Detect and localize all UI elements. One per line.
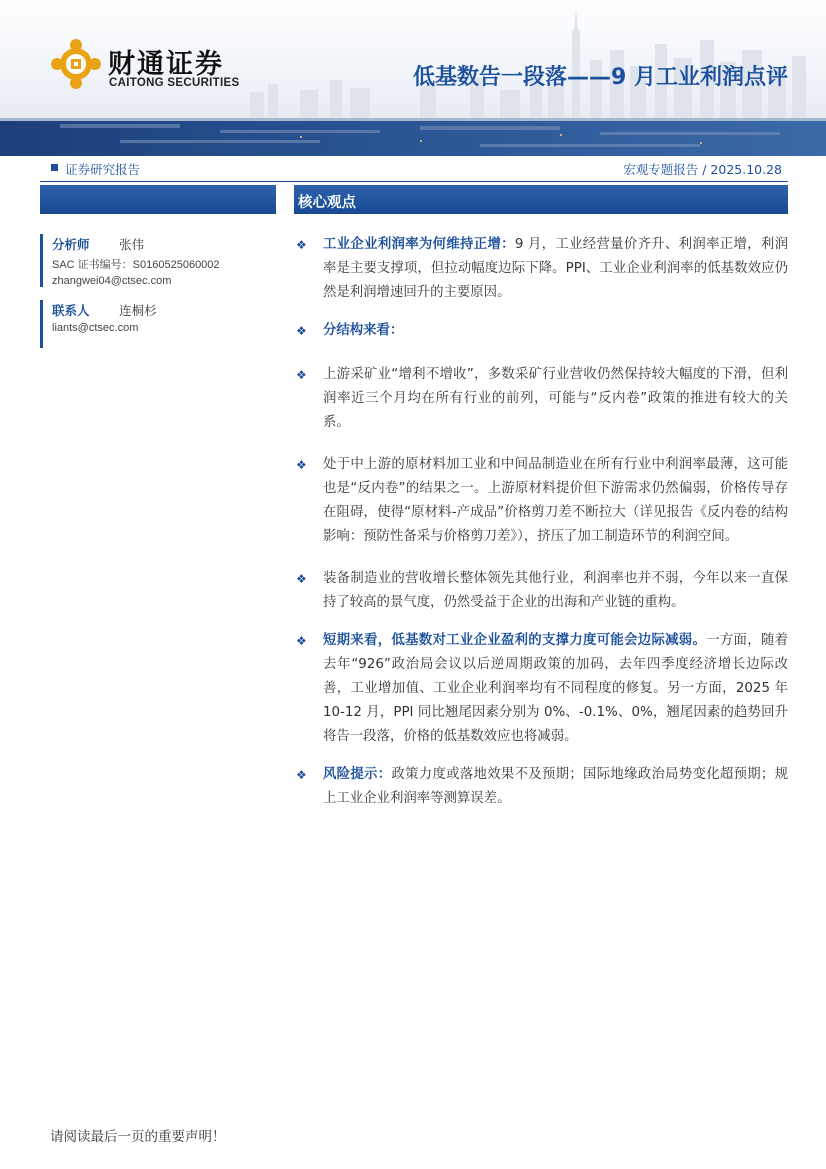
diamond-bullet-icon: ❖ [296, 572, 307, 586]
bullet-item [294, 567, 788, 615]
diamond-bullet-icon: ❖ [296, 324, 307, 338]
bullet-item [294, 363, 788, 435]
bullet-item [294, 453, 788, 549]
bullet-text: 上游采矿业“增利不增收”，多数采矿行业营收仍然保持较大幅度的下滑，但利润率近三个月均在所有行业的前列，可能与“反内卷”政策的推进有较大的关系。 [323, 367, 788, 430]
square-bullet-icon [51, 164, 58, 171]
report-title: 低基数告一段落——9 月工业利润点评 [413, 65, 788, 90]
contact-email[interactable]: liants@ctsec.com [52, 322, 139, 334]
diamond-bullet-icon: ❖ [296, 368, 307, 382]
bullet-item [294, 629, 788, 749]
analyst-cert: SAC 证书编号：S0160525060002 [52, 259, 220, 271]
bullet-item [294, 763, 788, 811]
analyst-block [40, 234, 220, 287]
diamond-bullet-icon: ❖ [296, 238, 307, 252]
analyst-email[interactable]: zhangwei04@ctsec.com [52, 275, 172, 287]
bullet-heading: 工业企业利润率为何维持正增： [323, 237, 515, 252]
logo-name-en: CAITONG SECURITIES [109, 77, 240, 89]
bullet-text: 9 月，工业经营量价齐升、利润率正增，利润率是主要支撑项，但拉动幅度边际下降。PPI、工业企业利润率的低基数效应仍然是利润增速回升的主要原因。 [323, 237, 789, 300]
diamond-bullet-icon: ❖ [296, 458, 307, 472]
diamond-bullet-icon: ❖ [296, 768, 307, 782]
diamond-bullet-icon: ❖ [296, 634, 307, 648]
core-view-title: 核心观点 [298, 195, 356, 211]
caitong-logo-icon [50, 38, 102, 90]
core-view-content [294, 233, 788, 811]
bullet-text: 一方面，随着去年“926”政治局会议以后逆周期政策的加码，去年四季度经济增长边际改善，工业增加值、工业企业利润率均有不同程度的修复。另一方面，2025 年 10-12 月，PPI 同比翘尾因素分别为 0%、-0.1%、0%，翘尾因素的趋势回升将告一段落，价格的低基数效应也将减弱。 [323, 633, 789, 744]
report-type-date: 宏观专题报告 / 2025.10.28 [623, 162, 782, 177]
bullet-heading: 分结构来看： [323, 323, 404, 338]
logo-name-cn: 财通证券 [108, 49, 224, 80]
analyst-role: 分析师 [52, 237, 90, 252]
header [0, 0, 826, 156]
bullet-text: 处于中上游的原材料加工业和中间品制造业在所有行业中利润率最薄，这可能也是“反内卷”的结果之一。上游原材料提价但下游需求仍然偏弱，价格传导存在阻碍，使得“原材料-产成品”价格剪刀差不断拉大（详见报告《反内卷的结构影响：预防性备采与价格剪刀差》），挤压了加工制造环节的利润空间。 [323, 457, 788, 544]
core-view-header [294, 185, 788, 214]
report-category: 证券研究报告 [65, 162, 141, 177]
bullet-heading: 短期来看，低基数对工业企业盈利的支撑力度可能会边际减弱。 [323, 633, 707, 648]
sidebar-header-band [40, 185, 276, 214]
bullet-item [294, 319, 788, 343]
contact-block [40, 300, 157, 348]
contact-name: 连桐杉 [119, 303, 157, 318]
bullet-text: 政策力度或落地效果不及预期；国际地缘政治局势变化超预期；规上工业企业利润率等测算误差。 [323, 767, 789, 806]
disclaimer-footer: 请阅读最后一页的重要声明！ [50, 1129, 226, 1145]
report-info-bar [40, 155, 788, 182]
analyst-name: 张伟 [119, 237, 145, 252]
contact-role: 联系人 [52, 303, 90, 318]
bullet-heading: 风险提示： [323, 767, 392, 782]
bullet-item [294, 233, 788, 305]
bullet-text: 装备制造业的营收增长整体领先其他行业，利润率也并不弱，今年以来一直保持了较高的景气度，仍然受益于企业的出海和产业链的重构。 [323, 571, 788, 610]
